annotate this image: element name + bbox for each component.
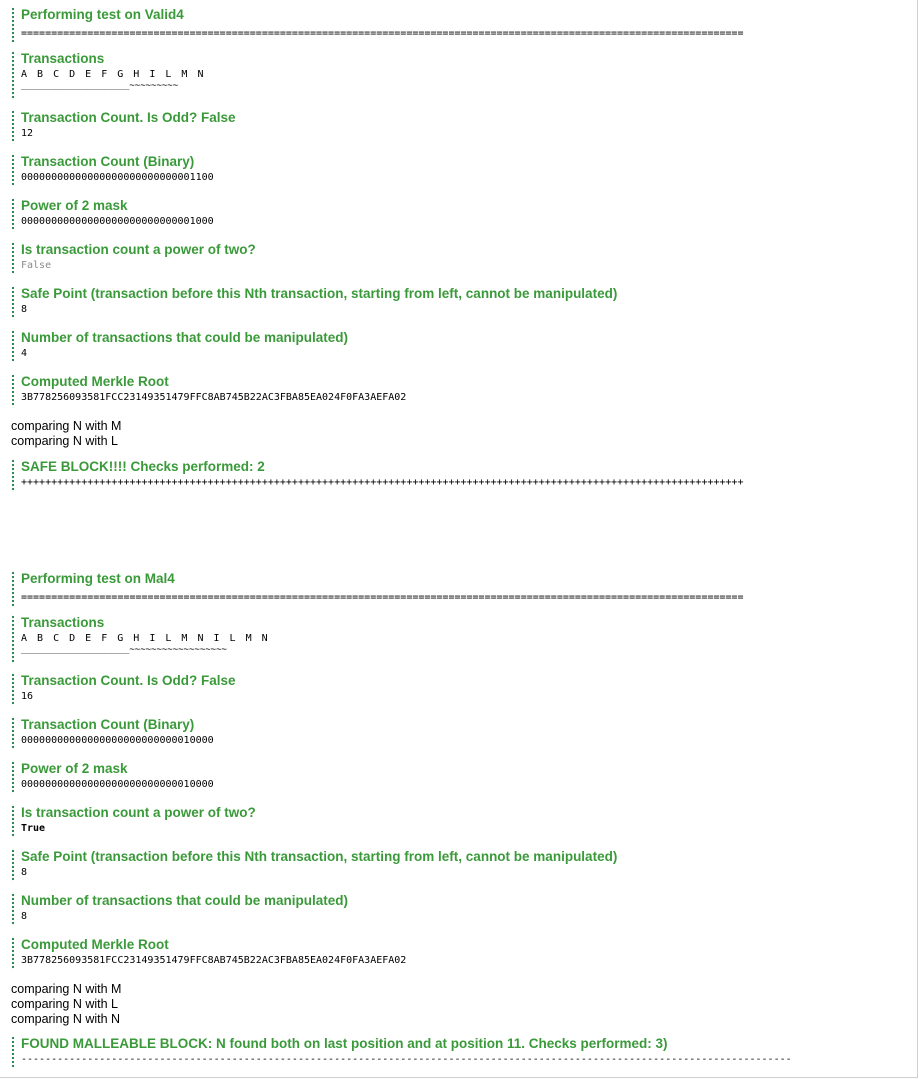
safe-point-block xyxy=(11,848,617,882)
manip-label: Number of transactions that could be manipulated) xyxy=(21,893,349,908)
test-title: Performing test on Mal4 xyxy=(21,571,175,586)
safe-point-block xyxy=(11,285,617,319)
binary-block xyxy=(11,153,214,187)
comparison-line: comparing N with L xyxy=(11,997,118,1011)
title-rule: ======================================================================================================================== xyxy=(21,28,744,39)
mask-label: Power of 2 mask xyxy=(21,198,128,213)
manip-label: Number of transactions that could be manipulated) xyxy=(21,330,349,345)
transactions-label: Transactions xyxy=(21,615,105,630)
count-value: 16 xyxy=(21,691,34,702)
transactions-list: A B C D E F G H I L M N I L M N xyxy=(21,633,270,644)
result-rule: -------------------------------------------------------------------------------------------------------------------------------- xyxy=(21,1054,792,1065)
odd-label: Transaction Count. Is Odd? False xyxy=(21,110,236,125)
power-block xyxy=(11,241,256,275)
root-value: 3B778256093581FCC23149351479FFC8AB745B22AC3FBA85EA024F0FA3AEFA02 xyxy=(21,955,407,966)
manip-value: 8 xyxy=(21,911,28,922)
power-value: True xyxy=(21,823,46,834)
safe-point-value: 8 xyxy=(21,867,28,878)
result-block xyxy=(11,458,866,492)
mask-block xyxy=(11,197,214,231)
binary-block xyxy=(11,716,214,750)
power-label: Is transaction count a power of two? xyxy=(21,805,256,820)
safe-point-label: Safe Point (transaction before this Nth transaction, starting from left, cannot be manipulated) xyxy=(21,286,618,301)
manip-block xyxy=(11,329,348,363)
count-value: 12 xyxy=(21,128,34,139)
comparison-line: comparing N with M xyxy=(11,982,122,996)
result-block xyxy=(11,1035,866,1069)
safe-marker: ____________________ xyxy=(21,645,130,655)
safe-marker: ____________________ xyxy=(21,81,130,91)
test-title-block xyxy=(11,6,866,42)
transaction-marker xyxy=(21,645,270,656)
root-value: 3B778256093581FCC23149351479FFC8AB745B22AC3FBA85EA024F0FA3AEFA02 xyxy=(21,392,407,403)
odd-block xyxy=(11,109,236,143)
power-block xyxy=(11,804,256,838)
result-rule: ++++++++++++++++++++++++++++++++++++++++++++++++++++++++++++++++++++++++++++++++++++++++++++++++++++++++++++++++++++++++ xyxy=(21,477,744,488)
manipulable-marker: ~~~~~~~~~ xyxy=(129,81,179,91)
transactions-list: A B C D E F G H I L M N xyxy=(21,69,206,80)
mask-block xyxy=(11,760,214,794)
mask-label: Power of 2 mask xyxy=(21,761,128,776)
transaction-marker xyxy=(21,81,205,92)
odd-block xyxy=(11,672,236,706)
manip-block xyxy=(11,892,348,926)
mask-value: 00000000000000000000000000001000 xyxy=(21,216,214,227)
binary-value: 00000000000000000000000000010000 xyxy=(21,735,214,746)
result-text: SAFE BLOCK!!!! Checks performed: 2 xyxy=(21,459,265,474)
root-block xyxy=(11,936,406,970)
mask-value: 00000000000000000000000000010000 xyxy=(21,779,214,790)
binary-label: Transaction Count (Binary) xyxy=(21,717,195,732)
binary-value: 00000000000000000000000000001100 xyxy=(21,172,214,183)
title-rule: ======================================================================================================================== xyxy=(21,592,744,603)
safe-point-value: 8 xyxy=(21,304,28,315)
result-text: FOUND MALLEABLE BLOCK: N found both on last position and at position 11. Checks performed: 3) xyxy=(21,1036,668,1051)
comparison-line: comparing N with N xyxy=(11,1012,121,1026)
test-title-block xyxy=(11,570,866,606)
transactions-block xyxy=(11,50,205,100)
odd-label: Transaction Count. Is Odd? False xyxy=(21,673,236,688)
transactions-block xyxy=(11,614,270,664)
power-value: False xyxy=(21,260,52,271)
transactions-label: Transactions xyxy=(21,51,105,66)
safe-point-label: Safe Point (transaction before this Nth transaction, starting from left, cannot be manipulated) xyxy=(21,849,618,864)
binary-label: Transaction Count (Binary) xyxy=(21,154,195,169)
manip-value: 4 xyxy=(21,348,28,359)
manipulable-marker: ~~~~~~~~~~~~~~~~~~ xyxy=(129,645,227,655)
root-block xyxy=(11,373,406,407)
root-label: Computed Merkle Root xyxy=(21,374,169,389)
comparison-line: comparing N with L xyxy=(11,434,118,448)
comparison-line: comparing N with M xyxy=(11,419,122,433)
root-label: Computed Merkle Root xyxy=(21,937,169,952)
test-title: Performing test on Valid4 xyxy=(21,7,184,22)
power-label: Is transaction count a power of two? xyxy=(21,242,256,257)
